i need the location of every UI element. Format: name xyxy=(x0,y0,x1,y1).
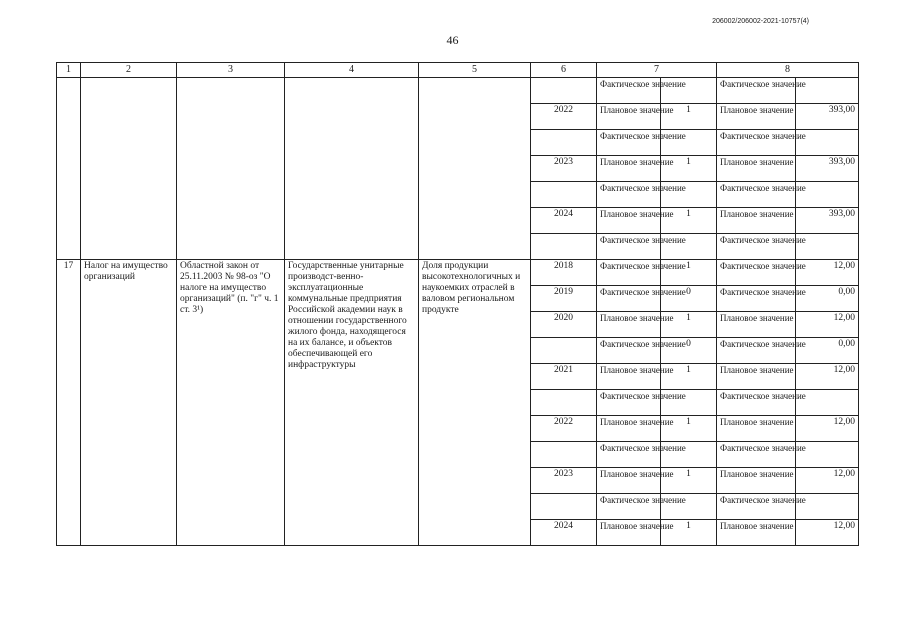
indicator-value: 1 xyxy=(661,208,717,234)
indicator-name xyxy=(419,78,531,260)
benefit-value-type: Фактическое значение xyxy=(717,78,796,104)
beneficiary-category: Государственные унитарные производст-венно-эксплуатационные коммунальные предприятия Российской академии наук в отношении государственного жилого фонда, находящегося на их балансе, и объектов обеспечивающей его инфраструктуры xyxy=(285,260,419,546)
column-header: 8 xyxy=(717,63,859,78)
indicator-value: 0 xyxy=(661,286,717,312)
indicator-value-type: Фактическое значение xyxy=(597,234,661,260)
year-cell: 2024 xyxy=(531,208,597,234)
indicator-value-type: Фактическое значение xyxy=(597,494,661,520)
tax-name xyxy=(81,78,177,260)
year-cell: 2022 xyxy=(531,416,597,442)
year-cell: 2024 xyxy=(531,520,597,546)
indicator-value-type: Плановое значение xyxy=(597,312,661,338)
beneficiary-category xyxy=(285,78,419,260)
year-cell: 2018 xyxy=(531,260,597,286)
indicator-value-type: Фактическое значение xyxy=(597,338,661,364)
indicator-value-type: Плановое значение xyxy=(597,364,661,390)
benefit-value-type: Плановое значение xyxy=(717,208,796,234)
year-cell xyxy=(531,234,597,260)
indicator-value: 0 xyxy=(661,338,717,364)
year-cell: 2023 xyxy=(531,468,597,494)
benefit-value-type: Фактическое значение xyxy=(717,494,796,520)
tax-name: Налог на имущество организаций xyxy=(81,260,177,546)
year-cell xyxy=(531,338,597,364)
column-header: 1 xyxy=(57,63,81,78)
indicator-value-type: Фактическое значение xyxy=(597,130,661,156)
indicator-value-type: Плановое значение xyxy=(597,156,661,182)
column-header: 2 xyxy=(81,63,177,78)
benefit-amount: 12,00 xyxy=(796,520,859,546)
indicator-value: 1 xyxy=(661,364,717,390)
benefit-value-type: Плановое значение xyxy=(717,312,796,338)
tax-benefits-table xyxy=(56,62,859,546)
column-header: 7 xyxy=(597,63,717,78)
year-cell: 2022 xyxy=(531,104,597,130)
benefit-value-type: Фактическое значение xyxy=(717,182,796,208)
column-number-row xyxy=(57,63,859,78)
year-cell xyxy=(531,494,597,520)
benefit-amount: 393,00 xyxy=(796,104,859,130)
indicator-value-type: Плановое значение xyxy=(597,416,661,442)
year-cell: 2019 xyxy=(531,286,597,312)
year-cell: 2021 xyxy=(531,364,597,390)
benefit-value-type: Плановое значение xyxy=(717,104,796,130)
page-number: 46 xyxy=(446,33,459,47)
benefit-amount: 12,00 xyxy=(796,468,859,494)
indicator-value-type: Плановое значение xyxy=(597,104,661,130)
year-cell xyxy=(531,442,597,468)
indicator-value-type: Плановое значение xyxy=(597,520,661,546)
law-reference xyxy=(177,78,285,260)
indicator-value: 1 xyxy=(661,104,717,130)
indicator-value-type: Плановое значение xyxy=(597,208,661,234)
indicator-value-type: Фактическое значение xyxy=(597,260,661,286)
column-header: 3 xyxy=(177,63,285,78)
benefit-value-type: Фактическое значение xyxy=(717,338,796,364)
benefit-amount: 0,00 xyxy=(796,338,859,364)
indicator-value-type: Фактическое значение xyxy=(597,286,661,312)
benefit-value-type: Плановое значение xyxy=(717,468,796,494)
benefit-amount: 12,00 xyxy=(796,416,859,442)
entry-number xyxy=(57,78,81,260)
year-cell xyxy=(531,182,597,208)
benefit-amount: 12,00 xyxy=(796,312,859,338)
indicator-value-type: Фактическое значение xyxy=(597,78,661,104)
indicator-value-type: Фактическое значение xyxy=(597,442,661,468)
indicator-value-type: Плановое значение xyxy=(597,468,661,494)
benefit-value-type: Фактическое значение xyxy=(717,234,796,260)
benefit-value-type: Фактическое значение xyxy=(717,286,796,312)
indicator-value-type: Фактическое значение xyxy=(597,390,661,416)
year-cell: 2023 xyxy=(531,156,597,182)
indicator-value: 1 xyxy=(661,520,717,546)
indicator-value: 1 xyxy=(661,468,717,494)
entry-number: 17 xyxy=(57,260,81,546)
benefit-amount: 12,00 xyxy=(796,260,859,286)
benefit-value-type: Плановое значение xyxy=(717,416,796,442)
year-cell xyxy=(531,390,597,416)
year-cell xyxy=(531,78,597,104)
benefit-value-type: Плановое значение xyxy=(717,364,796,390)
benefit-value-type: Фактическое значение xyxy=(717,260,796,286)
column-header: 6 xyxy=(531,63,597,78)
indicator-value: 1 xyxy=(661,312,717,338)
year-cell: 2020 xyxy=(531,312,597,338)
year-cell xyxy=(531,130,597,156)
indicator-value: 1 xyxy=(661,416,717,442)
benefit-amount: 12,00 xyxy=(796,364,859,390)
benefit-value-type: Плановое значение xyxy=(717,520,796,546)
benefit-value-type: Фактическое значение xyxy=(717,130,796,156)
indicator-value-type: Фактическое значение xyxy=(597,182,661,208)
column-header: 5 xyxy=(419,63,531,78)
law-reference: Областной закон от 25.11.2003 № 98-оз "О налоге на имущество организаций" (п. "г" ч. 1 ст. 3¹) xyxy=(177,260,285,546)
benefit-amount: 393,00 xyxy=(796,156,859,182)
indicator-value: 1 xyxy=(661,260,717,286)
benefit-amount: 393,00 xyxy=(796,208,859,234)
benefit-value-type: Фактическое значение xyxy=(717,442,796,468)
indicator-value: 1 xyxy=(661,156,717,182)
column-header: 4 xyxy=(285,63,419,78)
table-row xyxy=(57,78,859,104)
table-row xyxy=(57,260,859,286)
document-id: 206002/206002-2021-10757(4) xyxy=(712,18,809,25)
benefit-value-type: Фактическое значение xyxy=(717,390,796,416)
indicator-name: Доля продукции высокотехнологичных и наукоемких отраслей в валовом региональном продукте xyxy=(419,260,531,546)
benefit-value-type: Плановое значение xyxy=(717,156,796,182)
benefit-amount: 0,00 xyxy=(796,286,859,312)
